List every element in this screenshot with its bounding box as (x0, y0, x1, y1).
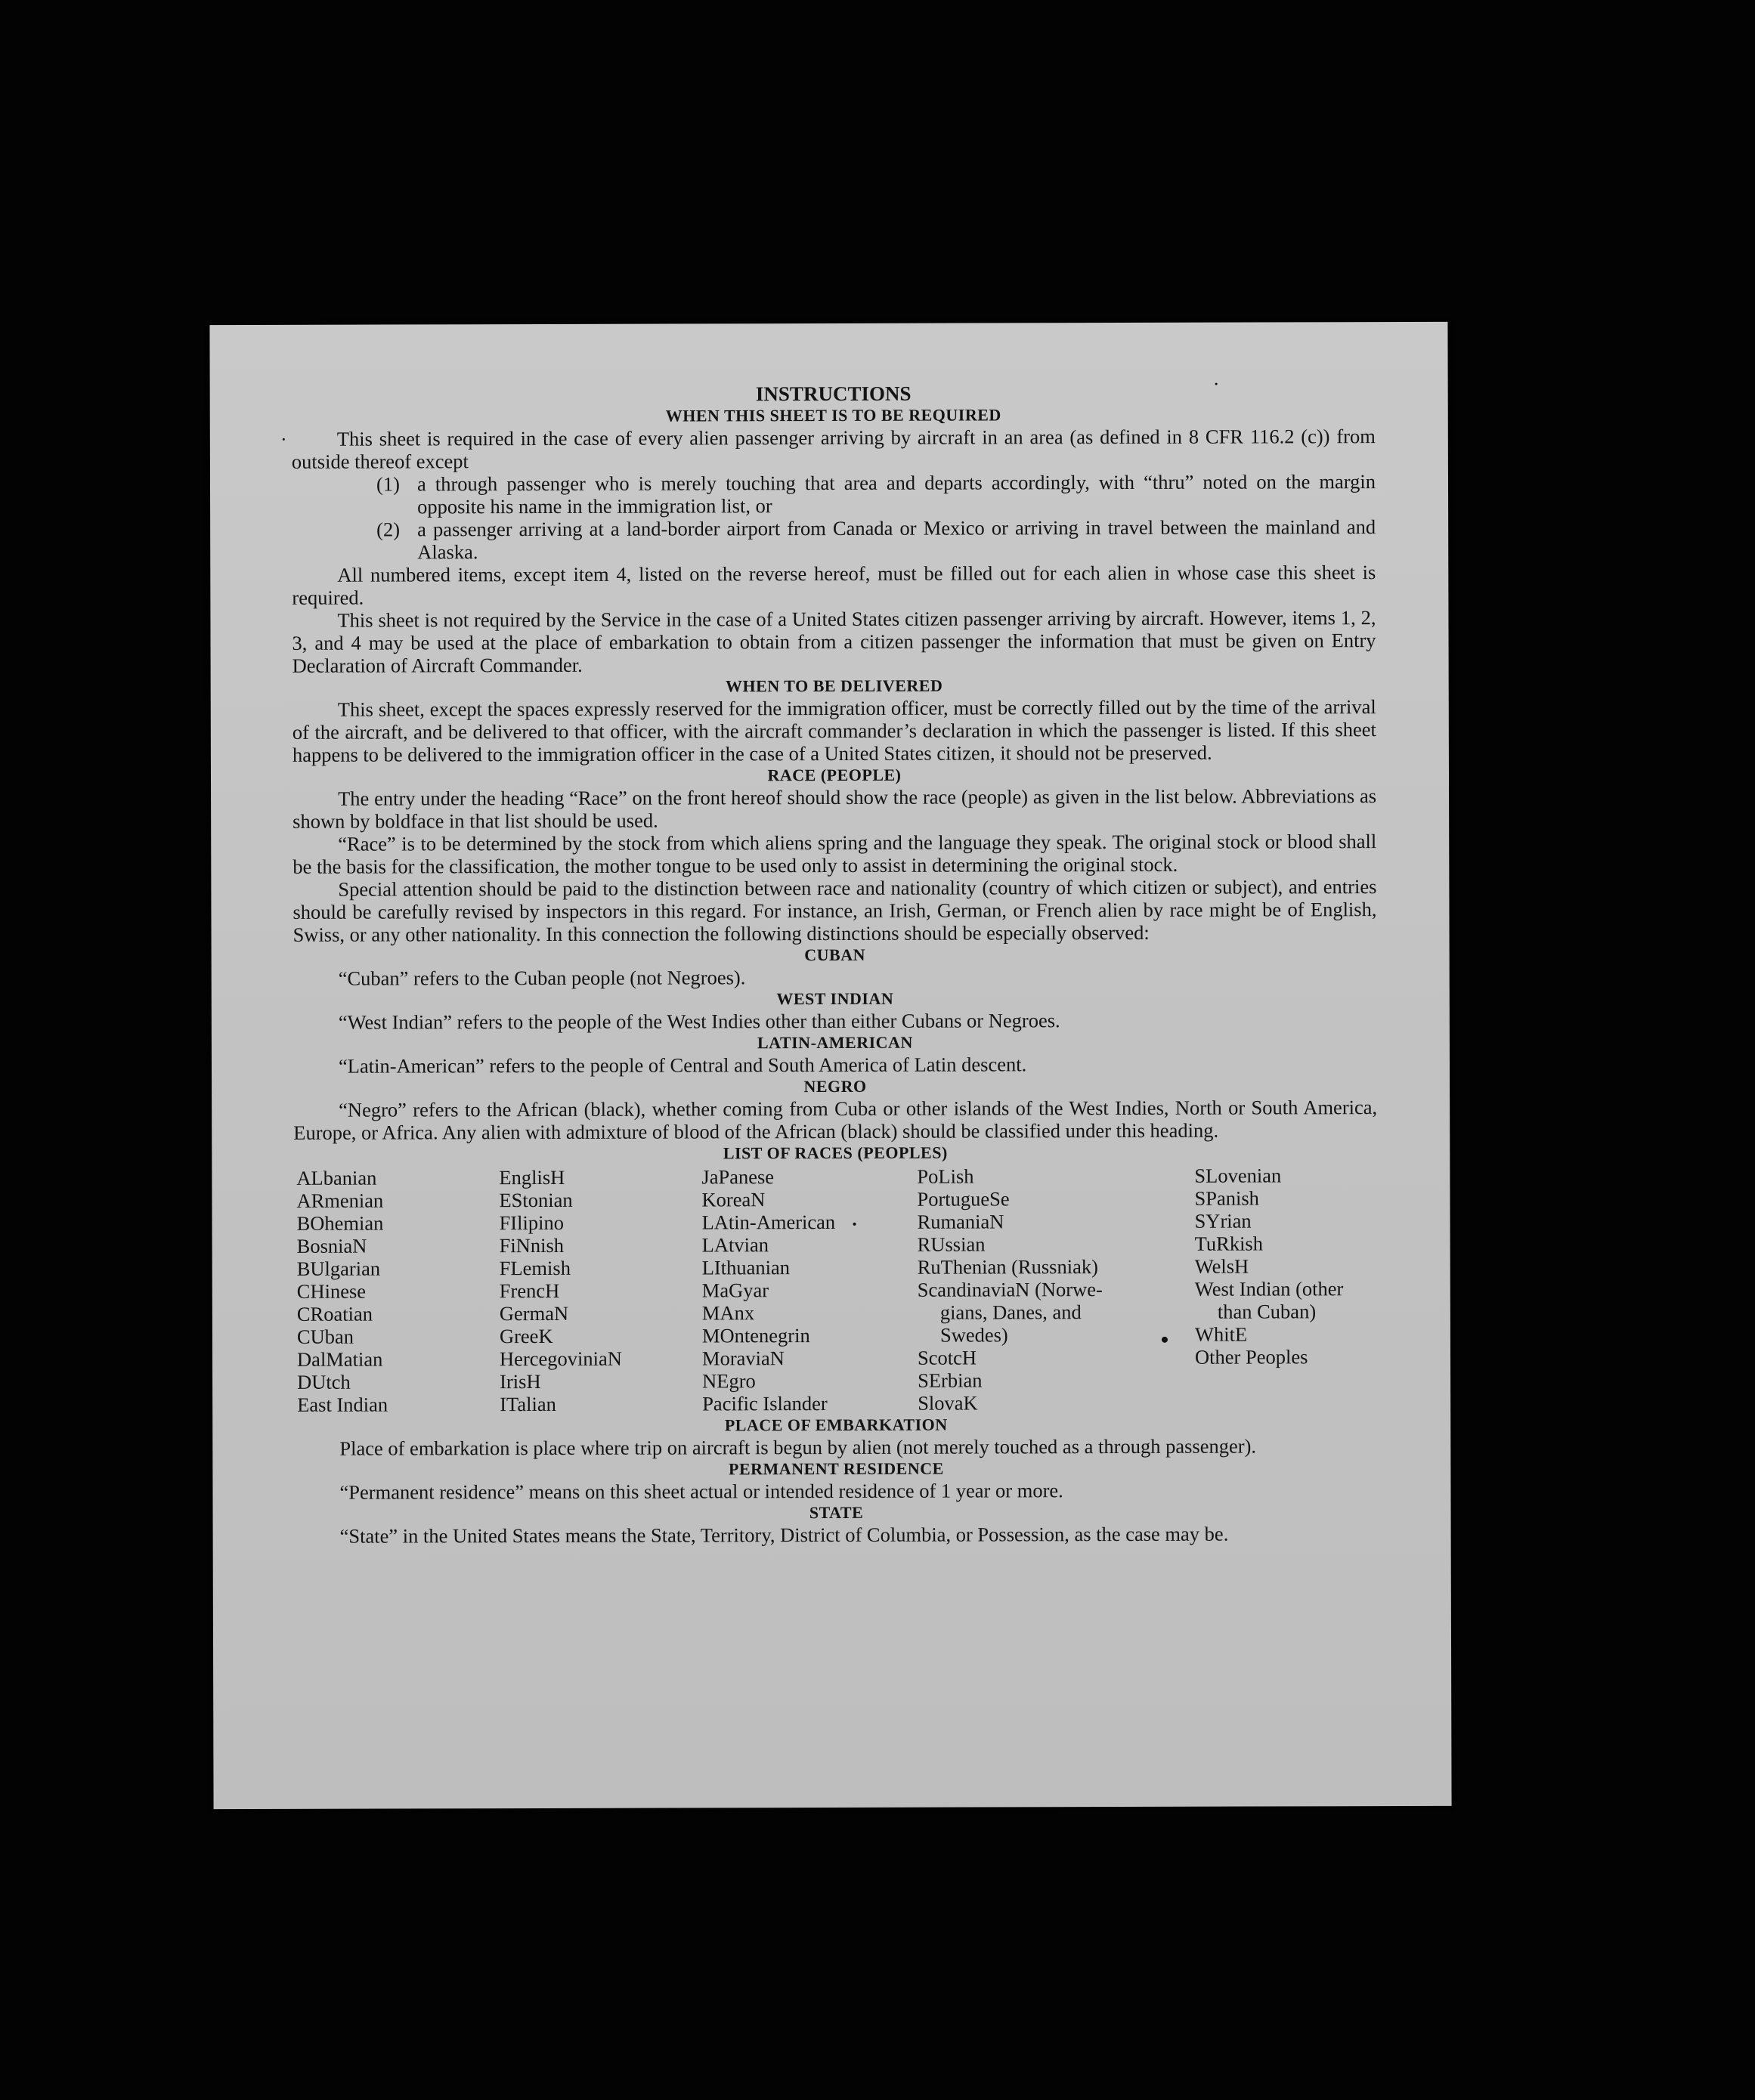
race-entry-continuation: than Cuban) (1217, 1300, 1317, 1323)
race-entry: FiNnish (499, 1233, 565, 1257)
race-entry: LIthuanian (701, 1256, 791, 1279)
exception-number: (1) (376, 472, 400, 496)
races-list-heading: LIST OF RACES (PEOPLES) (723, 1143, 948, 1163)
races-column-2 (499, 1165, 702, 1415)
exception-item-2 (376, 515, 1376, 563)
race-entry: DUtch (297, 1370, 351, 1393)
races-column-4 (917, 1164, 1195, 1415)
race-entry: East Indian (297, 1393, 388, 1416)
race-entry: PortugueSe (917, 1187, 1010, 1211)
race-entry: Pacific Islander (702, 1392, 828, 1415)
race-entry: SLovenian (1194, 1164, 1282, 1187)
races-column-3 (701, 1165, 918, 1415)
race-paragraph-1: The entry under the heading “Race” on the front hereof should show the race (people) as given in the list below. Abbreviations as shown by boldface in that list should be used. (292, 784, 1377, 833)
race-entry: SPanish (1194, 1186, 1259, 1210)
race-entry: ScotcH (917, 1346, 977, 1369)
race-entry: ITalian (500, 1392, 556, 1416)
race-entry: BUlgarian (296, 1257, 381, 1280)
embarkation-paragraph: Place of embarkation is place where trip on aircraft is begun by alien (not merely touched as a through passenger). (339, 1434, 1257, 1460)
race-entry: HercegoviniaN (499, 1347, 622, 1371)
when-required-heading: WHEN THIS SHEET IS TO BE REQUIRED (665, 405, 1001, 425)
race-entry: West Indian (other (1194, 1277, 1344, 1301)
race-entry: WelsH (1194, 1254, 1249, 1278)
races-column-5 (1194, 1164, 1381, 1414)
race-entry: MaGyar (701, 1279, 769, 1302)
race-entry: SlovaK (918, 1391, 978, 1415)
race-entry: MOntenegrin (701, 1324, 810, 1347)
race-entry: FLemish (499, 1256, 571, 1280)
race-paragraph-3: Special attention should be paid to the distinction between race and nationality (country of which citizen or subject), and entries should be carefully revised by inspectors in this regard. For instance, an Irish, German, or French alien by race might be of English, Swiss, or any other nationality. In this connection the following distinctions should be especially observed: (292, 875, 1377, 946)
race-heading: RACE (PEOPLE) (767, 765, 902, 785)
race-entry: RuThenian (Russniak) (917, 1255, 1098, 1279)
race-entry: LAtin-American (701, 1210, 836, 1234)
race-entry: Other Peoples (1194, 1345, 1308, 1369)
residence-paragraph: “Permanent residence” means on this sheet actual or intended residence of 1 year or more. (339, 1479, 1063, 1504)
race-entry: FIlipino (499, 1211, 564, 1235)
race-entry: ALbanian (296, 1166, 377, 1189)
race-entry: RUssian (917, 1232, 986, 1256)
race-entry: FrencH (499, 1279, 560, 1303)
when-delivered-paragraph: This sheet, except the spaces expressly reserved for the immigration officer, must be correctly filled out by the time of the arrival of the aircraft, and be delivered to that officer, with the aircraft commander’s declaration in which the passenger is listed. If this sheet happens to be delivered to the immigration officer in the case of a United States citizen, it should not be preserved. (292, 695, 1376, 766)
numbered-items-paragraph: All numbered items, except item 4, listed on the reverse hereof, must be filled out for each alien in whose case this sheet is required. (292, 561, 1376, 609)
race-entry: TuRkish (1194, 1232, 1264, 1255)
races-list (296, 1164, 1378, 1416)
instructions-content (292, 381, 1379, 1548)
race-entry: CHinese (296, 1279, 367, 1303)
race-entry: WhitE (1194, 1322, 1248, 1346)
state-heading: STATE (809, 1502, 864, 1523)
when-delivered-heading: WHEN TO BE DELIVERED (725, 676, 943, 696)
race-entry: ScandinaviaN (Norwe- (917, 1278, 1103, 1301)
race-entry-continuation: Swedes) (939, 1323, 1008, 1347)
exception-text: a through passenger who is merely touching that area and departs accordingly, with “thru” noted on the margin opposite his name in the immigration list, or (416, 470, 1376, 518)
race-entry: JaPanese (701, 1165, 775, 1189)
race-entry: ARmenian (296, 1189, 384, 1212)
residence-heading: PERMANENT RESIDENCE (728, 1458, 944, 1479)
race-entry: CUban (296, 1325, 354, 1348)
race-entry: SErbian (918, 1369, 983, 1392)
race-entry: SYrian (1194, 1209, 1252, 1232)
race-entry: GreeK (499, 1324, 553, 1348)
race-entry: DalMatian (296, 1347, 383, 1371)
latin-american-definition: “Latin-American” refers to the people of Central and South America of Latin descent. (338, 1053, 1027, 1078)
race-entry: CRoatian (296, 1302, 373, 1325)
race-entry: GermaN (499, 1301, 569, 1325)
negro-heading: NEGRO (803, 1076, 867, 1096)
document-sheet (209, 322, 1451, 1809)
instructions-title: INSTRUCTIONS (755, 382, 912, 406)
race-entry: BosniaN (296, 1234, 367, 1257)
cuban-heading: CUBAN (804, 945, 866, 965)
race-entry: MoraviaN (701, 1347, 785, 1370)
race-paragraph-2: “Race” is to be determined by the stock from which aliens spring and the language they speak. The original stock or blood shall be the basis for the classification, the mother tongue to be used only to assist in determining the original stock. (292, 830, 1377, 878)
race-entry: KoreaN (701, 1188, 766, 1211)
west-indian-definition: “West Indian” refers to the people of the West Indies other than either Cubans or Negroes. (338, 1009, 1060, 1034)
race-entry: IrisH (500, 1370, 541, 1393)
citizen-paragraph: This sheet is not required by the Service in the case of a United States citizen passenger arriving by aircraft. However, items 1, 2, 3, and 4 may be used at the place of embarkation to obtain from a citizen passenger the information that must be given on Entry Declaration of Aircraft Commander. (292, 606, 1376, 677)
race-entry: EStonian (499, 1188, 573, 1212)
race-entry: BOhemian (296, 1211, 384, 1235)
state-paragraph: “State” in the United States means the State, Territory, District of Columbia, or Possession, as the case may be. (339, 1522, 1229, 1548)
negro-definition: “Negro” refers to the African (black), whether coming from Cuba or other islands of the West Indies, North or South America, Europe, or Africa. Any alien with admixture of blood of the African (black) should be classified under this heading. (293, 1096, 1378, 1144)
exception-item-1 (376, 470, 1376, 518)
scan-speck (1215, 383, 1218, 385)
race-entry: NEgro (702, 1369, 756, 1393)
exception-number: (2) (376, 518, 401, 541)
races-column-1 (296, 1166, 500, 1416)
scan-speck (283, 438, 285, 441)
race-entry-continuation: gians, Danes, and (939, 1301, 1082, 1324)
race-entry: LAtvian (701, 1233, 769, 1257)
race-entry: PoLish (917, 1164, 974, 1188)
exception-text: a passenger arriving at a land-border airport from Canada or Mexico or arriving in travel between the mainland and Alaska. (417, 515, 1376, 564)
latin-american-heading: LATIN-AMERICAN (757, 1032, 913, 1053)
race-entry: RumaniaN (917, 1210, 1004, 1233)
race-entry: MAnx (701, 1301, 755, 1325)
scan-speck (1162, 1337, 1168, 1343)
race-entry: EnglisH (499, 1165, 565, 1189)
west-indian-heading: WEST INDIAN (776, 988, 894, 1009)
when-required-intro: This sheet is required in the case of every alien passenger arriving by aircraft in an area (as defined in 8 CFR 116.2 (c)) from outside thereof except (291, 425, 1376, 473)
scan-speck (853, 1223, 856, 1226)
cuban-definition: “Cuban” refers to the Cuban people (not Negroes). (338, 966, 746, 990)
embarkation-heading: PLACE OF EMBARKATION (724, 1415, 948, 1435)
